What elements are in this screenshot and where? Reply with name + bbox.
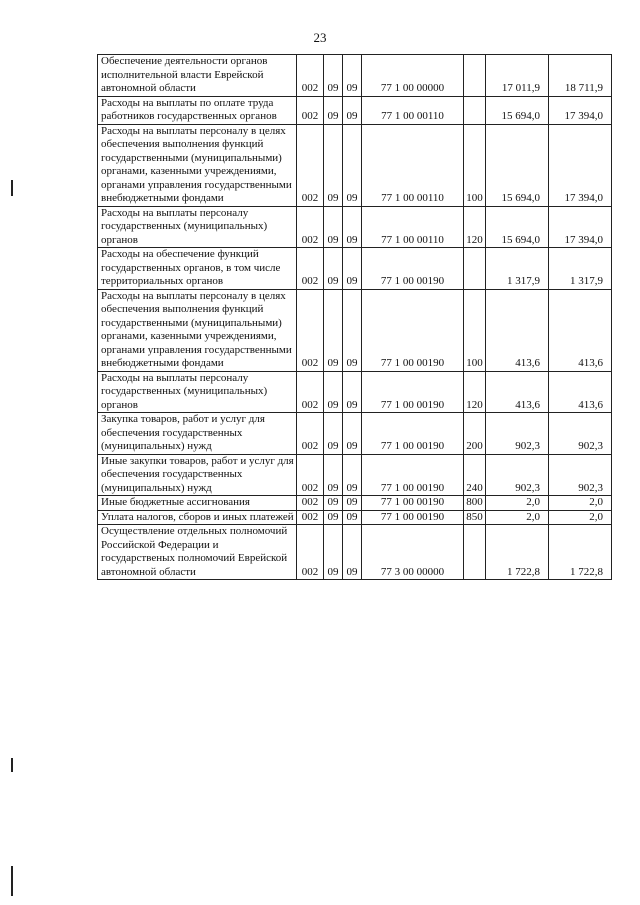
row-name: Расходы на выплаты персоналу в целях обеспечения выполнения функций государственными (муниципальными) органами, казенными учреждениями, органами управления государственными внебюджетными фондами	[98, 289, 297, 371]
subsection-code: 09	[343, 510, 362, 525]
grbs-code: 002	[297, 510, 324, 525]
grbs-code: 002	[297, 206, 324, 248]
row-name: Расходы на выплаты персоналу в целях обеспечения выполнения функций государственными (муниципальными) органами, казенными учреждениями, органами управления государственными внебюджетными фондами	[98, 124, 297, 206]
section-code: 09	[324, 96, 343, 124]
amount-year-2: 2,0	[549, 496, 612, 511]
table-row	[98, 510, 612, 525]
grbs-code: 002	[297, 55, 324, 97]
amount-year-2: 1 317,9	[549, 248, 612, 290]
section-code: 09	[324, 371, 343, 413]
subsection-code: 09	[343, 96, 362, 124]
grbs-code: 002	[297, 124, 324, 206]
amount-year-1: 1 317,9	[486, 248, 549, 290]
table-row	[98, 525, 612, 580]
expense-type-code: 120	[464, 371, 486, 413]
expense-type-code	[464, 55, 486, 97]
section-code: 09	[324, 525, 343, 580]
expense-type-code: 240	[464, 454, 486, 496]
table-row	[98, 55, 612, 97]
row-name: Расходы на обеспечение функций государственных органов, в том числе территориальных органов	[98, 248, 297, 290]
section-code: 09	[324, 124, 343, 206]
expense-type-code	[464, 248, 486, 290]
grbs-code: 002	[297, 248, 324, 290]
row-name: Расходы на выплаты персоналу государственных (муниципальных) органов	[98, 206, 297, 248]
section-code: 09	[324, 206, 343, 248]
grbs-code: 002	[297, 496, 324, 511]
subsection-code: 09	[343, 525, 362, 580]
section-code: 09	[324, 289, 343, 371]
section-code: 09	[324, 496, 343, 511]
target-article-code: 77 1 00 00110	[362, 206, 464, 248]
section-code: 09	[324, 413, 343, 455]
amount-year-2: 413,6	[549, 289, 612, 371]
amount-year-2: 17 394,0	[549, 206, 612, 248]
expense-type-code: 100	[464, 289, 486, 371]
section-code: 09	[324, 55, 343, 97]
expense-type-code: 100	[464, 124, 486, 206]
grbs-code: 002	[297, 413, 324, 455]
amount-year-1: 15 694,0	[486, 96, 549, 124]
margin-mark	[11, 758, 13, 772]
row-name: Закупка товаров, работ и услуг для обеспечения государственных (муниципальных) нужд	[98, 413, 297, 455]
budget-table	[97, 54, 612, 580]
target-article-code: 77 1 00 00190	[362, 496, 464, 511]
table-row	[98, 248, 612, 290]
expense-type-code: 120	[464, 206, 486, 248]
table-row	[98, 124, 612, 206]
grbs-code: 002	[297, 289, 324, 371]
subsection-code: 09	[343, 371, 362, 413]
row-name: Расходы на выплаты персоналу государственных (муниципальных) органов	[98, 371, 297, 413]
amount-year-2: 17 394,0	[549, 124, 612, 206]
expense-type-code	[464, 96, 486, 124]
amount-year-1: 413,6	[486, 289, 549, 371]
subsection-code: 09	[343, 55, 362, 97]
amount-year-1: 902,3	[486, 413, 549, 455]
row-name: Уплата налогов, сборов и иных платежей	[98, 510, 297, 525]
subsection-code: 09	[343, 206, 362, 248]
amount-year-1: 15 694,0	[486, 206, 549, 248]
amount-year-1: 15 694,0	[486, 124, 549, 206]
amount-year-1: 413,6	[486, 371, 549, 413]
section-code: 09	[324, 510, 343, 525]
subsection-code: 09	[343, 413, 362, 455]
target-article-code: 77 1 00 00110	[362, 124, 464, 206]
table-row	[98, 496, 612, 511]
amount-year-1: 2,0	[486, 496, 549, 511]
table-row	[98, 371, 612, 413]
target-article-code: 77 1 00 00110	[362, 96, 464, 124]
target-article-code: 77 1 00 00000	[362, 55, 464, 97]
amount-year-2: 1 722,8	[549, 525, 612, 580]
table-row	[98, 289, 612, 371]
page-number: 23	[313, 30, 327, 45]
target-article-code: 77 1 00 00190	[362, 413, 464, 455]
grbs-code: 002	[297, 525, 324, 580]
target-article-code: 77 1 00 00190	[362, 510, 464, 525]
expense-type-code: 200	[464, 413, 486, 455]
subsection-code: 09	[343, 496, 362, 511]
table-row	[98, 96, 612, 124]
table-row	[98, 454, 612, 496]
row-name: Расходы на выплаты по оплате труда работников государственных органов	[98, 96, 297, 124]
subsection-code: 09	[343, 248, 362, 290]
row-name: Иные закупки товаров, работ и услуг для обеспечения государственных (муниципальных) нужд	[98, 454, 297, 496]
amount-year-2: 902,3	[549, 413, 612, 455]
margin-mark	[11, 180, 13, 196]
expense-type-code	[464, 525, 486, 580]
amount-year-1: 2,0	[486, 510, 549, 525]
row-name: Осуществление отдельных полномочий Российской Федерации и государственых полномочий Еврейской автономной области	[98, 525, 297, 580]
section-code: 09	[324, 454, 343, 496]
expense-type-code: 850	[464, 510, 486, 525]
subsection-code: 09	[343, 454, 362, 496]
grbs-code: 002	[297, 96, 324, 124]
table-row	[98, 206, 612, 248]
target-article-code: 77 1 00 00190	[362, 248, 464, 290]
target-article-code: 77 1 00 00190	[362, 454, 464, 496]
grbs-code: 002	[297, 371, 324, 413]
amount-year-2: 902,3	[549, 454, 612, 496]
section-code: 09	[324, 248, 343, 290]
row-name: Обеспечение деятельности органов исполнительной власти Еврейской автономной области	[98, 55, 297, 97]
amount-year-2: 18 711,9	[549, 55, 612, 97]
amount-year-1: 902,3	[486, 454, 549, 496]
target-article-code: 77 1 00 00190	[362, 371, 464, 413]
grbs-code: 002	[297, 454, 324, 496]
target-article-code: 77 1 00 00190	[362, 289, 464, 371]
subsection-code: 09	[343, 289, 362, 371]
amount-year-2: 2,0	[549, 510, 612, 525]
subsection-code: 09	[343, 124, 362, 206]
amount-year-2: 17 394,0	[549, 96, 612, 124]
expense-type-code: 800	[464, 496, 486, 511]
amount-year-1: 17 011,9	[486, 55, 549, 97]
margin-mark	[11, 866, 13, 896]
table-row	[98, 413, 612, 455]
amount-year-2: 413,6	[549, 371, 612, 413]
amount-year-1: 1 722,8	[486, 525, 549, 580]
target-article-code: 77 3 00 00000	[362, 525, 464, 580]
row-name: Иные бюджетные ассигнования	[98, 496, 297, 511]
table-body	[98, 55, 612, 580]
